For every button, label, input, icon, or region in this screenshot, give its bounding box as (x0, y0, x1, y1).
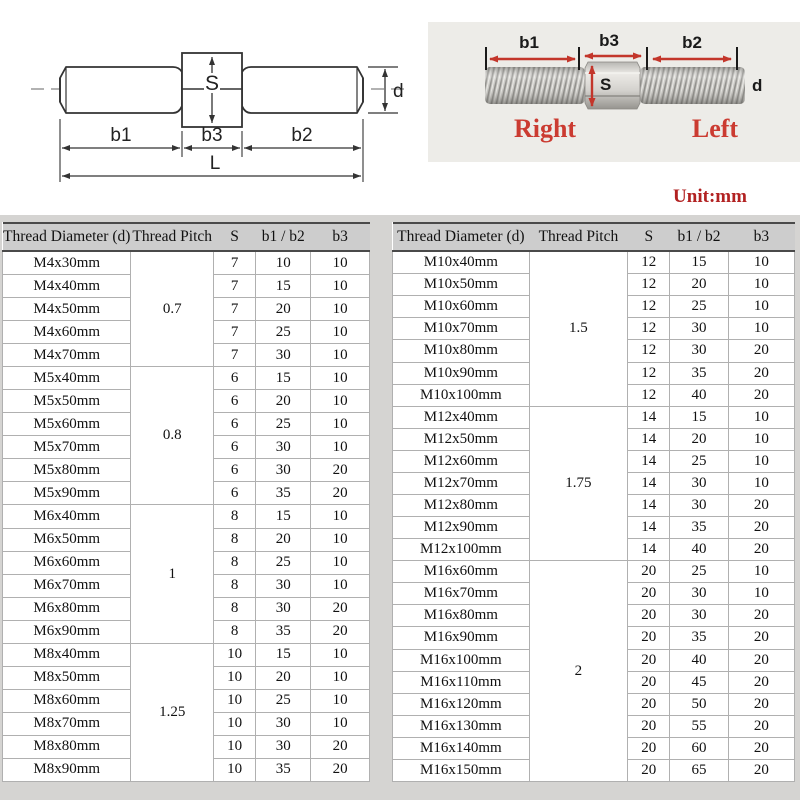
cell-thread-pitch: 1.5 (529, 251, 627, 406)
cell-thread-diameter: M8x80mm (3, 735, 131, 758)
cell-b3: 10 (311, 712, 370, 735)
cell-thread-diameter: M8x70mm (3, 712, 131, 735)
header-row (393, 223, 795, 251)
cell-b3: 10 (311, 390, 370, 413)
cell-thread-diameter: M5x40mm (3, 367, 131, 390)
cell-b1-b2: 60 (670, 737, 728, 759)
cell-thread-diameter: M10x40mm (393, 251, 530, 274)
cell-thread-diameter: M12x80mm (393, 494, 530, 516)
cell-s: 20 (628, 737, 670, 759)
cell-thread-diameter: M8x60mm (3, 689, 131, 712)
cell-s: 20 (628, 561, 670, 583)
cell-s: 10 (214, 643, 256, 666)
cell-thread-diameter: M6x80mm (3, 597, 131, 620)
cell-s: 20 (628, 759, 670, 781)
cell-b3: 10 (311, 505, 370, 528)
cell-b1-b2: 20 (256, 528, 311, 551)
stud-technical-drawing (25, 35, 417, 195)
cell-b1-b2: 30 (670, 583, 728, 605)
cell-b3: 20 (728, 693, 794, 715)
cell-thread-diameter: M8x40mm (3, 643, 131, 666)
cell-s: 20 (628, 715, 670, 737)
cell-b3: 10 (728, 251, 794, 274)
table-row (3, 367, 370, 390)
cell-s: 14 (628, 406, 670, 428)
cell-b3: 20 (728, 627, 794, 649)
cell-s: 8 (214, 528, 256, 551)
cell-s: 8 (214, 551, 256, 574)
column-header: Thread Pitch (131, 223, 214, 251)
cell-s: 20 (628, 627, 670, 649)
column-header: Thread Diameter (d) (3, 223, 131, 251)
cell-s: 12 (628, 340, 670, 362)
cell-b1-b2: 35 (670, 362, 728, 384)
cell-b3: 10 (311, 643, 370, 666)
photo-s-label: S (600, 75, 612, 94)
cell-b3: 10 (311, 344, 370, 367)
cell-thread-diameter: M16x80mm (393, 605, 530, 627)
cell-b1-b2: 40 (670, 649, 728, 671)
photo-b1-label: b1 (519, 33, 539, 52)
photo-d-label: d (752, 76, 763, 95)
cell-s: 12 (628, 318, 670, 340)
cell-b1-b2: 25 (256, 551, 311, 574)
column-header: b3 (728, 223, 794, 251)
cell-s: 6 (214, 436, 256, 459)
right-rod-outline (242, 67, 363, 113)
cell-thread-diameter: M6x60mm (3, 551, 131, 574)
cell-thread-diameter: M5x50mm (3, 390, 131, 413)
right-thread-shading (640, 67, 745, 104)
cell-b1-b2: 25 (670, 561, 728, 583)
cell-thread-diameter: M12x50mm (393, 428, 530, 450)
hex-center-body (585, 62, 640, 109)
cell-s: 10 (214, 758, 256, 781)
cell-b1-b2: 25 (670, 296, 728, 318)
cell-thread-pitch: 2 (529, 561, 627, 782)
cell-b1-b2: 20 (670, 274, 728, 296)
cell-b1-b2: 15 (256, 643, 311, 666)
cell-b3: 10 (728, 450, 794, 472)
cell-s: 20 (628, 649, 670, 671)
cell-b1-b2: 30 (670, 494, 728, 516)
cell-s: 14 (628, 494, 670, 516)
left-thread-label: Left (691, 114, 739, 143)
cell-b3: 20 (728, 737, 794, 759)
tables-section (0, 215, 800, 800)
b3-dimension-label: b3 (201, 125, 223, 146)
cell-b1-b2: 50 (670, 693, 728, 715)
cell-s: 7 (214, 344, 256, 367)
cell-b1-b2: 20 (256, 298, 311, 321)
cell-thread-diameter: M5x60mm (3, 413, 131, 436)
cell-thread-diameter: M16x130mm (393, 715, 530, 737)
cell-thread-diameter: M16x120mm (393, 693, 530, 715)
cell-b1-b2: 30 (256, 712, 311, 735)
cell-thread-diameter: M10x90mm (393, 362, 530, 384)
l-dimension-label: L (209, 153, 221, 174)
cell-b3: 10 (311, 528, 370, 551)
cell-b1-b2: 30 (256, 459, 311, 482)
cell-b3: 10 (311, 666, 370, 689)
cell-b1-b2: 30 (256, 344, 311, 367)
cell-thread-diameter: M6x70mm (3, 574, 131, 597)
cell-b3: 10 (311, 321, 370, 344)
cell-thread-diameter: M12x70mm (393, 472, 530, 494)
cell-b3: 10 (311, 436, 370, 459)
cell-b1-b2: 15 (256, 505, 311, 528)
cell-thread-diameter: M4x70mm (3, 344, 131, 367)
cell-b3: 10 (311, 574, 370, 597)
cell-b3: 20 (728, 517, 794, 539)
cell-thread-diameter: M5x90mm (3, 482, 131, 505)
cell-s: 8 (214, 597, 256, 620)
cell-thread-diameter: M12x100mm (393, 539, 530, 561)
cell-b1-b2: 30 (670, 472, 728, 494)
cell-s: 20 (628, 671, 670, 693)
cell-s: 6 (214, 367, 256, 390)
cell-thread-pitch: 0.8 (131, 367, 214, 505)
table-row (3, 251, 370, 275)
cell-s: 8 (214, 620, 256, 643)
cell-s: 20 (628, 583, 670, 605)
cell-b3: 10 (728, 406, 794, 428)
cell-s: 20 (628, 605, 670, 627)
cell-b1-b2: 15 (670, 406, 728, 428)
cell-thread-diameter: M12x40mm (393, 406, 530, 428)
cell-s: 6 (214, 459, 256, 482)
cell-b3: 20 (728, 649, 794, 671)
cell-thread-diameter: M5x70mm (3, 436, 131, 459)
left-thread-shading (485, 67, 585, 104)
cell-b3: 10 (728, 274, 794, 296)
cell-b3: 10 (728, 318, 794, 340)
cell-b3: 10 (311, 275, 370, 298)
cell-thread-diameter: M6x40mm (3, 505, 131, 528)
cell-b3: 20 (728, 539, 794, 561)
cell-b3: 10 (728, 561, 794, 583)
cell-thread-diameter: M10x70mm (393, 318, 530, 340)
cell-thread-diameter: M16x70mm (393, 583, 530, 605)
cell-thread-diameter: M16x90mm (393, 627, 530, 649)
column-header: Thread Diameter (d) (393, 223, 530, 251)
cell-s: 8 (214, 505, 256, 528)
cell-b3: 20 (311, 482, 370, 505)
b1-dimension-label: b1 (110, 125, 132, 146)
cell-b3: 10 (311, 689, 370, 712)
cell-b3: 20 (311, 459, 370, 482)
stud-product-photo (428, 22, 800, 162)
cell-b1-b2: 30 (670, 318, 728, 340)
cell-b1-b2: 25 (256, 413, 311, 436)
cell-b3: 10 (311, 251, 370, 275)
cell-b1-b2: 20 (256, 666, 311, 689)
cell-s: 12 (628, 362, 670, 384)
cell-b3: 10 (728, 296, 794, 318)
cell-b3: 20 (728, 362, 794, 384)
b2-dimension-label: b2 (291, 125, 313, 146)
cell-s: 7 (214, 251, 256, 275)
column-header: b1 / b2 (256, 223, 311, 251)
cell-b1-b2: 15 (256, 367, 311, 390)
cell-s: 20 (628, 693, 670, 715)
cell-thread-diameter: M5x80mm (3, 459, 131, 482)
cell-thread-pitch: 1 (131, 505, 214, 643)
unit-label: Unit:mm (673, 186, 747, 207)
cell-s: 12 (628, 251, 670, 274)
column-header: b1 / b2 (670, 223, 728, 251)
cell-b3: 10 (728, 428, 794, 450)
cell-thread-diameter: M6x90mm (3, 620, 131, 643)
cell-b1-b2: 65 (670, 759, 728, 781)
cell-b1-b2: 35 (256, 758, 311, 781)
cell-thread-diameter: M16x140mm (393, 737, 530, 759)
cell-s: 6 (214, 482, 256, 505)
cell-b1-b2: 40 (670, 539, 728, 561)
cell-thread-diameter: M10x100mm (393, 384, 530, 406)
column-header: S (214, 223, 256, 251)
cell-b1-b2: 35 (256, 482, 311, 505)
cell-b1-b2: 25 (670, 450, 728, 472)
table-row (3, 643, 370, 666)
cell-thread-diameter: M4x50mm (3, 298, 131, 321)
cell-b3: 10 (728, 583, 794, 605)
cell-b1-b2: 20 (256, 390, 311, 413)
cell-b3: 10 (311, 551, 370, 574)
cell-b1-b2: 15 (670, 251, 728, 274)
spec-table-right (392, 222, 795, 782)
cell-thread-diameter: M4x60mm (3, 321, 131, 344)
cell-thread-diameter: M4x30mm (3, 251, 131, 275)
cell-b3: 20 (311, 735, 370, 758)
right-thread-label: Right (513, 114, 577, 143)
photo-b3-label: b3 (599, 31, 619, 50)
photo-b2-label: b2 (682, 33, 702, 52)
cell-s: 14 (628, 472, 670, 494)
cell-thread-diameter: M10x60mm (393, 296, 530, 318)
header-row (3, 223, 370, 251)
cell-b3: 20 (728, 605, 794, 627)
cell-thread-diameter: M12x60mm (393, 450, 530, 472)
cell-b1-b2: 30 (256, 436, 311, 459)
cell-b1-b2: 30 (670, 340, 728, 362)
cell-b1-b2: 35 (256, 620, 311, 643)
cell-b1-b2: 25 (256, 689, 311, 712)
cell-b1-b2: 45 (670, 671, 728, 693)
cell-b3: 20 (311, 620, 370, 643)
cell-s: 6 (214, 390, 256, 413)
column-header: b3 (311, 223, 370, 251)
s-dimension-label: S (204, 72, 220, 95)
cell-s: 14 (628, 428, 670, 450)
cell-b1-b2: 35 (670, 627, 728, 649)
cell-b3: 20 (728, 671, 794, 693)
cell-s: 14 (628, 539, 670, 561)
cell-b1-b2: 40 (670, 384, 728, 406)
top-section (0, 0, 800, 215)
cell-thread-diameter: M10x80mm (393, 340, 530, 362)
cell-thread-diameter: M6x50mm (3, 528, 131, 551)
cell-b3: 10 (728, 472, 794, 494)
cell-thread-pitch: 1.75 (529, 406, 627, 561)
cell-b1-b2: 10 (256, 251, 311, 275)
left-rod-outline (60, 67, 182, 113)
cell-b1-b2: 30 (256, 597, 311, 620)
column-header: S (628, 223, 670, 251)
table-row (393, 406, 795, 428)
cell-thread-diameter: M10x50mm (393, 274, 530, 296)
cell-b1-b2: 20 (670, 428, 728, 450)
cell-s: 10 (214, 689, 256, 712)
cell-b1-b2: 15 (256, 275, 311, 298)
cell-s: 6 (214, 413, 256, 436)
cell-b1-b2: 30 (670, 605, 728, 627)
cell-b3: 20 (728, 384, 794, 406)
cell-thread-diameter: M16x110mm (393, 671, 530, 693)
cell-thread-pitch: 0.7 (131, 251, 214, 367)
spec-table-left (2, 222, 370, 782)
cell-b3: 10 (311, 367, 370, 390)
cell-b3: 20 (728, 715, 794, 737)
cell-b3: 10 (311, 298, 370, 321)
cell-thread-diameter: M4x40mm (3, 275, 131, 298)
column-header: Thread Pitch (529, 223, 627, 251)
cell-s: 12 (628, 384, 670, 406)
cell-thread-diameter: M8x50mm (3, 666, 131, 689)
cell-s: 14 (628, 517, 670, 539)
cell-s: 7 (214, 298, 256, 321)
cell-thread-diameter: M8x90mm (3, 758, 131, 781)
cell-b3: 20 (728, 340, 794, 362)
cell-b3: 20 (728, 494, 794, 516)
d-dimension-label: d (393, 81, 404, 102)
table-row (393, 561, 795, 583)
cell-s: 12 (628, 274, 670, 296)
cell-b1-b2: 30 (256, 735, 311, 758)
table-row (3, 505, 370, 528)
cell-thread-pitch: 1.25 (131, 643, 214, 781)
cell-b3: 20 (728, 759, 794, 781)
cell-s: 14 (628, 450, 670, 472)
cell-b3: 20 (311, 758, 370, 781)
cell-s: 10 (214, 712, 256, 735)
cell-b1-b2: 55 (670, 715, 728, 737)
cell-s: 8 (214, 574, 256, 597)
cell-thread-diameter: M16x100mm (393, 649, 530, 671)
cell-b3: 20 (311, 597, 370, 620)
cell-s: 7 (214, 321, 256, 344)
table-row (393, 251, 795, 274)
cell-s: 12 (628, 296, 670, 318)
cell-thread-diameter: M16x60mm (393, 561, 530, 583)
cell-s: 7 (214, 275, 256, 298)
cell-s: 10 (214, 666, 256, 689)
cell-b1-b2: 25 (256, 321, 311, 344)
cell-thread-diameter: M12x90mm (393, 517, 530, 539)
cell-thread-diameter: M16x150mm (393, 759, 530, 781)
cell-b3: 10 (311, 413, 370, 436)
cell-s: 10 (214, 735, 256, 758)
cell-b1-b2: 35 (670, 517, 728, 539)
cell-b1-b2: 30 (256, 574, 311, 597)
